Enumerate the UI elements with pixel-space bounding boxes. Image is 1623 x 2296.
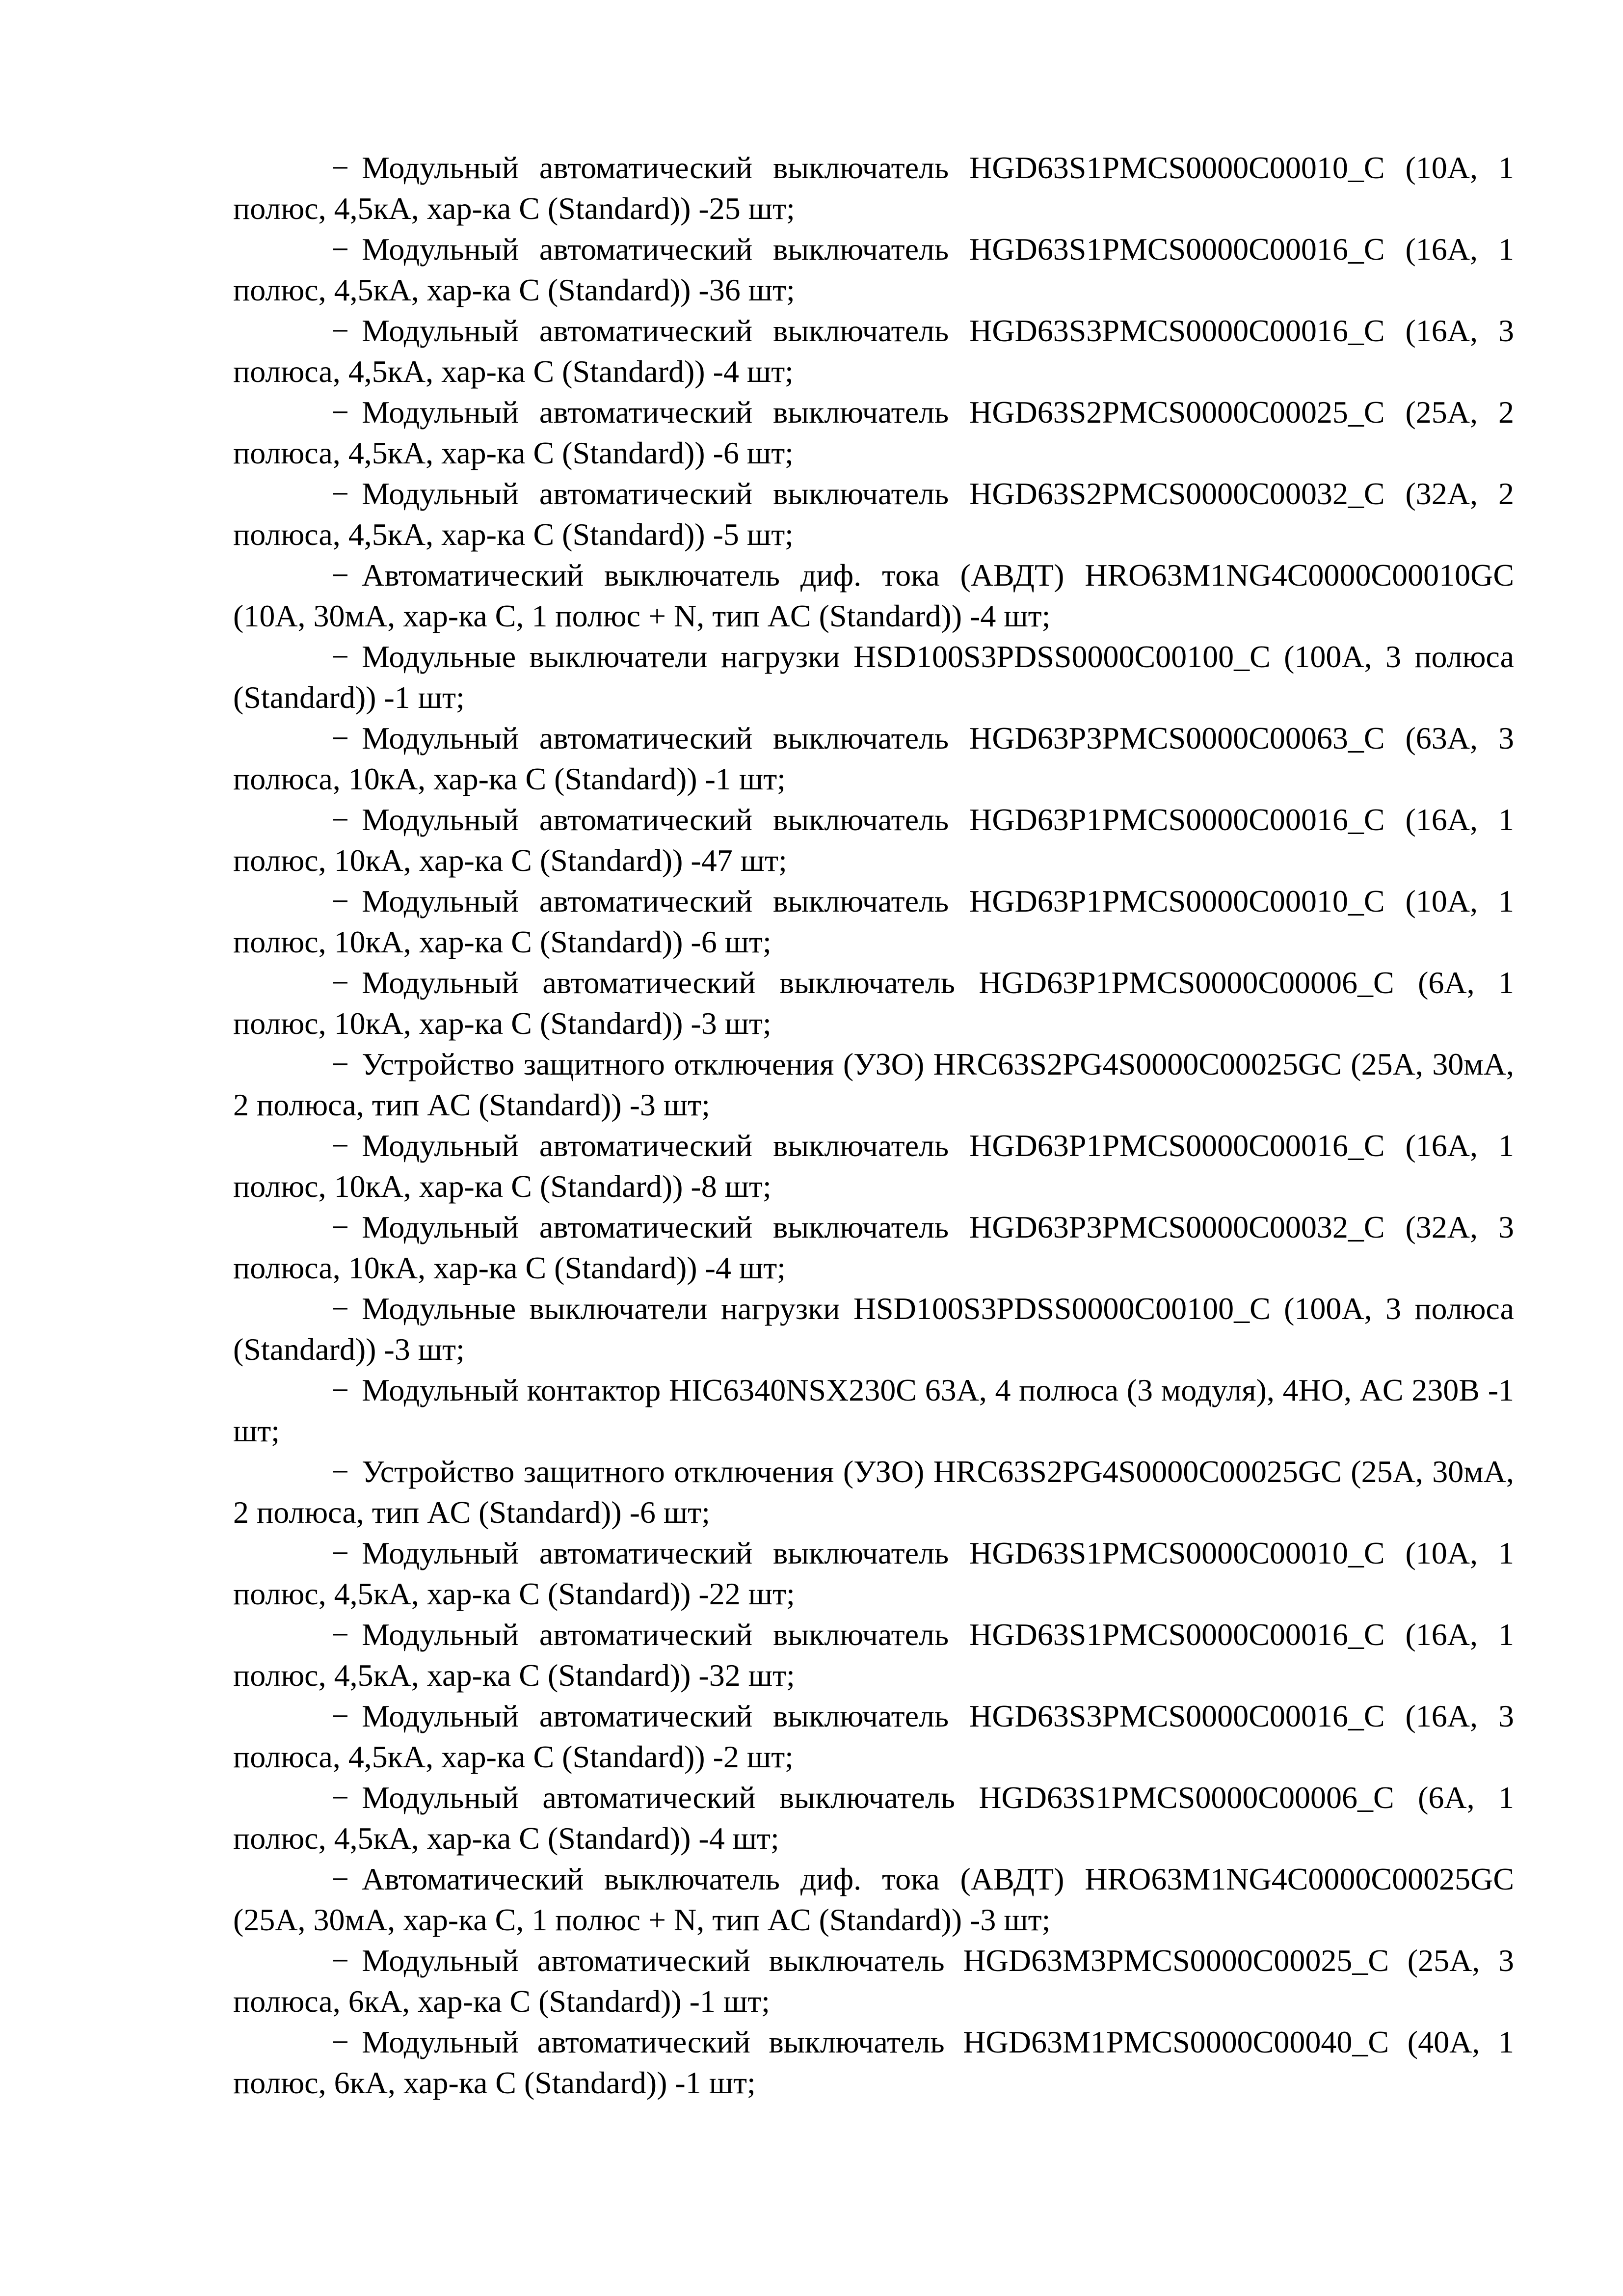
list-item (233, 636, 1514, 718)
list-item (233, 1207, 1514, 1288)
list-item-text: Модульный автоматический выключатель HGD63P1PMCS0000C00016_C (16A, 1 полюс, 10кА, хар-ка C (Standard)) -47 шт; (233, 802, 1514, 878)
list-item (233, 1696, 1514, 1777)
list-item (233, 310, 1514, 392)
list-item (233, 229, 1514, 310)
list-item-text: Модульный автоматический выключатель HGD63S1PMCS0000C00010_C (10A, 1 полюс, 4,5кА, хар-ка C (Standard)) -22 шт; (233, 1536, 1514, 1611)
list-item-text: Модульные выключатели нагрузки HSD100S3PDSS0000C00100_C (100A, 3 полюса (Standard)) -1 шт; (233, 639, 1514, 715)
dash-bullet: − (331, 1862, 349, 1896)
dash-bullet: − (331, 802, 349, 837)
dash-bullet: − (331, 1454, 349, 1489)
dash-bullet: − (331, 313, 349, 348)
list-item-text: Модульный автоматический выключатель HGD63S1PMCS0000C00016_C (16A, 1 полюс, 4,5кА, хар-ка C (Standard)) -36 шт; (233, 232, 1514, 307)
dash-bullet: − (331, 1373, 349, 1407)
list-item-text: Модульный автоматический выключатель HGD63S2PMCS0000C00032_C (32A, 2 полюса, 4,5кА, хар-ка C (Standard)) -5 шт; (233, 476, 1514, 552)
list-item (233, 473, 1514, 555)
dash-bullet: − (331, 884, 349, 918)
dash-bullet: − (331, 1780, 349, 1815)
dash-bullet: − (331, 2025, 349, 2059)
list-item-text: Модульный автоматический выключатель HGD63S1PMCS0000C00016_C (16A, 1 полюс, 4,5кА, хар-ка C (Standard)) -32 шт; (233, 1617, 1514, 1693)
list-item (233, 1370, 1514, 1451)
dash-bullet: − (331, 476, 349, 511)
list-item (233, 1044, 1514, 1125)
dash-bullet: − (331, 639, 349, 674)
dash-bullet: − (331, 1291, 349, 1326)
dash-bullet: − (331, 1699, 349, 1733)
list-item (233, 1533, 1514, 1614)
list-item-text: Модульный автоматический выключатель HGD63P1PMCS0000C00006_C (6A, 1 полюс, 10кА, хар-ка C (Standard)) -3 шт; (233, 965, 1514, 1041)
list-item (233, 1614, 1514, 1696)
list-item-text: Устройство защитного отключения (УЗО) HRC63S2PG4S0000C00025GC (25A, 30мА, 2 полюса, тип AC (Standard)) -6 шт; (233, 1454, 1514, 1530)
list-item-text: Модульный автоматический выключатель HGD63S3PMCS0000C00016_C (16A, 3 полюса, 4,5кА, хар-ка C (Standard)) -2 шт; (233, 1699, 1514, 1774)
list-item (233, 881, 1514, 962)
list-item-text: Модульный контактор HIC6340NSX230C 63A, 4 полюса (3 модуля), 4НО, AC 230В -1 шт; (233, 1373, 1514, 1448)
dash-bullet: − (331, 1617, 349, 1652)
list-item (233, 1125, 1514, 1207)
dash-bullet: − (331, 721, 349, 756)
list-item (233, 1288, 1514, 1370)
dash-bullet: − (331, 1047, 349, 1081)
list-item (233, 392, 1514, 473)
list-item-text: Модульный автоматический выключатель HGD63P1PMCS0000C00016_C (16A, 1 полюс, 10кА, хар-ка C (Standard)) -8 шт; (233, 1128, 1514, 1204)
dash-bullet: − (331, 558, 349, 593)
list-item (233, 1940, 1514, 2022)
list-item-text: Модульный автоматический выключатель HGD63S1PMCS0000C00010_C (10A, 1 полюс, 4,5кА, хар-ка C (Standard)) -25 шт; (233, 150, 1514, 226)
list-item (233, 962, 1514, 1044)
list-item (233, 2022, 1514, 2103)
list-item (233, 718, 1514, 799)
list-item-text: Модульный автоматический выключатель HGD63S1PMCS0000C00006_C (6A, 1 полюс, 4,5кА, хар-ка C (Standard)) -4 шт; (233, 1780, 1514, 1856)
list-item-text: Модульный автоматический выключатель HGD63S2PMCS0000C00025_C (25A, 2 полюса, 4,5кА, хар-ка C (Standard)) -6 шт; (233, 395, 1514, 470)
list-item-text: Устройство защитного отключения (УЗО) HRC63S2PG4S0000C00025GC (25A, 30мА, 2 полюса, тип AC (Standard)) -3 шт; (233, 1047, 1514, 1122)
list-item-text: Автоматический выключатель диф. тока (АВДТ) HRO63M1NG4C0000C00010GC (10A, 30мА, хар-ка C, 1 полюс + N, тип AC (Standard)) -4 шт; (233, 558, 1514, 633)
list-item-text: Модульный автоматический выключатель HGD63M3PMCS0000C00025_C (25A, 3 полюса, 6кА, хар-ка C (Standard)) -1 шт; (233, 1943, 1514, 2019)
dash-bullet: − (331, 150, 349, 185)
equipment-list (233, 147, 1514, 2103)
list-item (233, 555, 1514, 636)
list-item-text: Модульный автоматический выключатель HGD63M1PMCS0000C00040_C (40A, 1 полюс, 6кА, хар-ка C (Standard)) -1 шт; (233, 2025, 1514, 2100)
dash-bullet: − (331, 1210, 349, 1244)
list-item-text: Модульный автоматический выключатель HGD63P3PMCS0000C00063_C (63A, 3 полюса, 10кА, хар-ка C (Standard)) -1 шт; (233, 721, 1514, 796)
dash-bullet: − (331, 1536, 349, 1570)
dash-bullet: − (331, 232, 349, 267)
dash-bullet: − (331, 395, 349, 430)
dash-bullet: − (331, 965, 349, 1000)
list-item (233, 147, 1514, 229)
dash-bullet: − (331, 1943, 349, 1978)
list-item (233, 799, 1514, 881)
list-item-text: Модульный автоматический выключатель HGD63P1PMCS0000C00010_C (10A, 1 полюс, 10кА, хар-ка C (Standard)) -6 шт; (233, 884, 1514, 959)
list-item (233, 1859, 1514, 1940)
list-item-text: Модульный автоматический выключатель HGD63S3PMCS0000C00016_C (16A, 3 полюса, 4,5кА, хар-ка C (Standard)) -4 шт; (233, 313, 1514, 389)
list-item-text: Модульные выключатели нагрузки HSD100S3PDSS0000C00100_C (100A, 3 полюса (Standard)) -3 шт; (233, 1291, 1514, 1367)
list-item-text: Модульный автоматический выключатель HGD63P3PMCS0000C00032_C (32A, 3 полюса, 10кА, хар-ка C (Standard)) -4 шт; (233, 1210, 1514, 1285)
dash-bullet: − (331, 1128, 349, 1163)
list-item-text: Автоматический выключатель диф. тока (АВДТ) HRO63M1NG4C0000C00025GC (25A, 30мА, хар-ка C, 1 полюс + N, тип AC (Standard)) -3 шт; (233, 1862, 1514, 1937)
list-item (233, 1451, 1514, 1533)
list-item (233, 1777, 1514, 1859)
